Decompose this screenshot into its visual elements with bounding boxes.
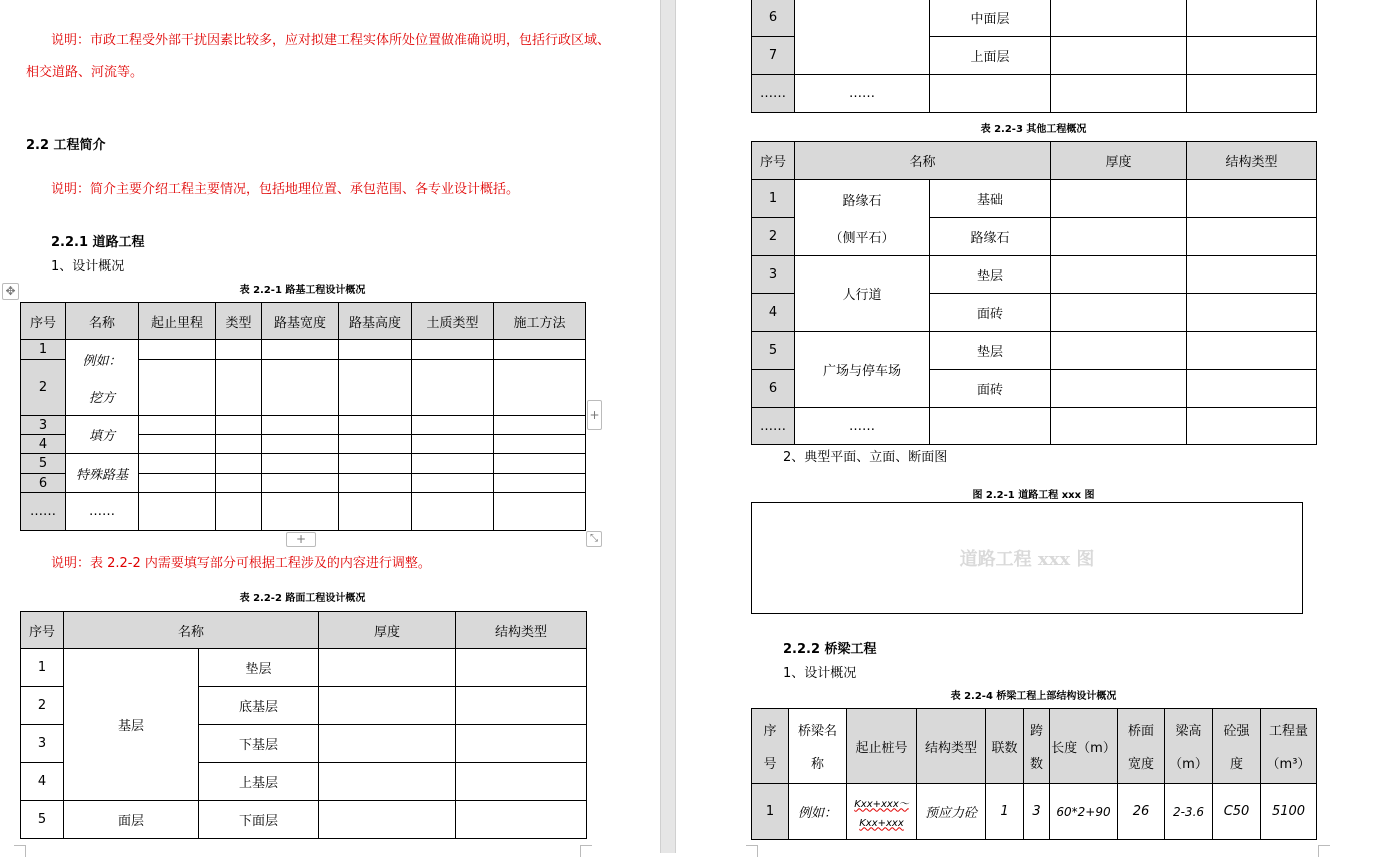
empty-cell [1187, 0, 1317, 37]
cell: C50 [1213, 784, 1261, 840]
empty-cell [1051, 218, 1187, 256]
row-no: 3 [21, 416, 66, 435]
empty-cell [1051, 0, 1187, 37]
row-no: 1 [21, 340, 66, 360]
empty-cell [1187, 180, 1317, 218]
empty-cell [339, 474, 412, 493]
row-no: 1 [752, 784, 789, 840]
empty-cell [339, 493, 412, 531]
th: 结构类型 [1187, 142, 1317, 180]
empty-cell [930, 408, 1051, 445]
row-no: 2 [21, 360, 66, 416]
subheading-bridge-design: 1、设计概况 [783, 666, 857, 681]
empty-cell [262, 454, 339, 474]
empty-cell [319, 687, 456, 725]
empty-cell [139, 435, 216, 454]
group-cell: 广场与停车场 [795, 332, 930, 408]
empty-cell [412, 416, 494, 435]
th: 序 号 [752, 709, 789, 784]
row-no: 3 [752, 256, 795, 294]
page-corner-mark [746, 845, 758, 857]
th: 桥面 宽度 [1118, 709, 1165, 784]
row-no: 6 [752, 0, 795, 37]
group-cell: 面层 [64, 801, 199, 839]
table1-caption: 表 2.2-1 路基工程设计概况 [239, 285, 366, 296]
empty-cell [339, 416, 412, 435]
row-no: 6 [21, 474, 66, 493]
sub-cell: 面砖 [930, 370, 1051, 408]
empty-cell [494, 416, 586, 435]
empty-cell [1187, 218, 1317, 256]
empty-cell [319, 649, 456, 687]
empty-cell [412, 493, 494, 531]
row-no: 7 [752, 37, 795, 75]
row-no: 4 [21, 763, 64, 801]
empty-cell [1187, 37, 1317, 75]
sub-cell: 上基层 [199, 763, 319, 801]
empty-cell [139, 360, 216, 416]
note-intro: 说明：简介主要介绍工程主要情况，包括地理位置、承包范围、各专业设计概括。 [51, 182, 520, 197]
cell: 26 [1118, 784, 1165, 840]
empty-cell [216, 435, 262, 454]
name-cell: 特殊路基 [66, 454, 139, 493]
empty-cell [1051, 256, 1187, 294]
sub-cell: 中面层 [930, 0, 1051, 37]
th: 类型 [216, 303, 262, 340]
empty-cell [494, 435, 586, 454]
page-corner-mark [14, 845, 26, 857]
table4-caption: 表 2.2-4 桥梁工程上部结构设计概况 [950, 691, 1117, 702]
empty-cell [339, 435, 412, 454]
empty-cell [494, 454, 586, 474]
note-location: 说明：市政工程受外部干扰因素比较多，应对拟建工程实体所处位置做准确说明，包括行政区域、 [51, 33, 611, 48]
th: 厚度 [319, 612, 456, 649]
subheading-design: 1、设计概况 [51, 259, 125, 274]
sub-cell: 垫层 [930, 256, 1051, 294]
row-no: 5 [752, 332, 795, 370]
empty-cell [216, 340, 262, 360]
th: 厚度 [1051, 142, 1187, 180]
th: 序号 [21, 612, 64, 649]
heading-2-2-1: 2.2.1 道路工程 [51, 235, 145, 250]
empty-cell [1051, 332, 1187, 370]
cell: 例如： [789, 784, 847, 840]
empty-cell [262, 360, 339, 416]
empty-cell [262, 340, 339, 360]
cell: 3 [1024, 784, 1050, 840]
empty-cell [216, 454, 262, 474]
th: 砼强 度 [1213, 709, 1261, 784]
th: 名称 [795, 142, 1051, 180]
empty-cell [139, 493, 216, 531]
name-cell: 填方 [66, 416, 139, 454]
add-column-button[interactable]: + [587, 400, 602, 430]
row-no: 6 [752, 370, 795, 408]
row-no: 4 [21, 435, 66, 454]
th: 序号 [21, 303, 66, 340]
empty-cell [1187, 75, 1317, 113]
th: 跨 数 [1024, 709, 1050, 784]
empty-cell [216, 360, 262, 416]
empty-cell [1051, 294, 1187, 332]
sub-cell: 上面层 [930, 37, 1051, 75]
empty-cell [412, 474, 494, 493]
note-location-cont: 相交道路、河流等。 [26, 65, 144, 80]
figure-placeholder: 道路工程 xxx 图 [751, 502, 1303, 614]
empty-cell [494, 360, 586, 416]
note-table-adjust: 说明：表 2.2-2 内需要填写部分可根据工程涉及的内容进行调整。 [51, 556, 431, 571]
empty-cell [412, 454, 494, 474]
name-cell [66, 340, 139, 416]
empty-cell [1051, 370, 1187, 408]
empty-cell [412, 435, 494, 454]
group-cell: 基层 [64, 649, 199, 801]
name-cell: …… [66, 493, 139, 531]
empty-cell [216, 416, 262, 435]
empty-cell [456, 649, 587, 687]
empty-cell [456, 763, 587, 801]
empty-cell [139, 454, 216, 474]
empty-cell [1051, 75, 1187, 113]
table-subgrade [20, 302, 586, 531]
sub-cell: 下面层 [199, 801, 319, 839]
row-no: 4 [752, 294, 795, 332]
empty-cell [456, 725, 587, 763]
empty-cell [319, 801, 456, 839]
empty-cell [456, 687, 587, 725]
subheading-drawings: 2、典型平面、立面、断面图 [783, 450, 948, 465]
sub-cell: 下基层 [199, 725, 319, 763]
name-text: 例如： [82, 353, 122, 369]
heading-2-2-2: 2.2.2 桥梁工程 [783, 642, 877, 657]
row-no: …… [21, 493, 66, 531]
row-no: 5 [21, 454, 66, 474]
th: 施工方法 [494, 303, 586, 340]
name-cell: …… [795, 75, 930, 113]
th: 名称 [64, 612, 319, 649]
page-corner-mark [1318, 845, 1330, 857]
row-no: 1 [21, 649, 64, 687]
empty-cell [339, 360, 412, 416]
empty-cell [139, 416, 216, 435]
th: 起止桩号 [847, 709, 917, 784]
page-corner-mark [580, 845, 592, 857]
cell: 2-3.6 [1165, 784, 1213, 840]
table-move-handle-icon[interactable]: ✥ [2, 283, 19, 300]
row-no: 1 [752, 180, 795, 218]
sub-cell: 面砖 [930, 294, 1051, 332]
empty-cell [339, 340, 412, 360]
empty-cell [930, 75, 1051, 113]
empty-cell [1051, 180, 1187, 218]
table3-caption: 表 2.2-3 其他工程概况 [980, 124, 1087, 135]
th: 名称 [66, 303, 139, 340]
table-pavement-continued [751, 0, 1317, 113]
empty-cell [795, 0, 930, 75]
empty-cell [1187, 370, 1317, 408]
empty-cell [1187, 294, 1317, 332]
cell-stake: Kxx+xxx～ Kxx+xxx [847, 784, 917, 840]
empty-cell [262, 416, 339, 435]
sub-cell: 垫层 [930, 332, 1051, 370]
row-no: 3 [21, 725, 64, 763]
sub-cell: 底基层 [199, 687, 319, 725]
row-no: …… [752, 408, 795, 445]
empty-cell [1187, 332, 1317, 370]
sub-cell: 路缘石 [930, 218, 1051, 256]
empty-cell [456, 801, 587, 839]
empty-cell [262, 435, 339, 454]
row-no: …… [752, 75, 795, 113]
cell: 5100 [1261, 784, 1317, 840]
group-cell: 人行道 [795, 256, 930, 332]
empty-cell [262, 493, 339, 531]
empty-cell [412, 340, 494, 360]
table2-caption: 表 2.2-2 路面工程设计概况 [239, 593, 366, 604]
group-cell: 路缘石 （侧平石） [795, 180, 930, 256]
empty-cell [339, 454, 412, 474]
th: 长度（m） [1050, 709, 1118, 784]
table-other-works [751, 141, 1317, 445]
empty-cell [494, 474, 586, 493]
empty-cell [216, 493, 262, 531]
row-no: 5 [21, 801, 64, 839]
sub-cell: 基础 [930, 180, 1051, 218]
empty-cell [1051, 408, 1187, 445]
heading-2-2: 2.2 工程简介 [26, 138, 106, 153]
empty-cell [494, 340, 586, 360]
page-gap [660, 0, 676, 853]
empty-cell [1187, 408, 1317, 445]
table-resize-handle-icon[interactable]: ⤡ [586, 531, 602, 547]
th: 结构类型 [917, 709, 986, 784]
name-text: 挖方 [88, 390, 115, 406]
empty-cell [319, 763, 456, 801]
cell: 1 [986, 784, 1024, 840]
name-cell: …… [795, 408, 930, 445]
row-no: 2 [21, 687, 64, 725]
th: 联数 [986, 709, 1024, 784]
empty-cell [216, 474, 262, 493]
row-no: 2 [752, 218, 795, 256]
th: 桥梁名 称 [789, 709, 847, 784]
th: 结构类型 [456, 612, 587, 649]
empty-cell [262, 474, 339, 493]
th: 路基高度 [339, 303, 412, 340]
empty-cell [412, 360, 494, 416]
empty-cell [319, 725, 456, 763]
figure-caption: 图 2.2-1 道路工程 xxx 图 [972, 490, 1095, 501]
th: 起止里程 [139, 303, 216, 340]
th: 梁高 （m） [1165, 709, 1213, 784]
th: 序号 [752, 142, 795, 180]
cell: 预应力砼 [917, 784, 986, 840]
th: 工程量 （m³） [1261, 709, 1317, 784]
cell: 60*2+90 [1050, 784, 1118, 840]
empty-cell [1051, 37, 1187, 75]
table-pavement [20, 611, 587, 839]
th: 土质类型 [412, 303, 494, 340]
sub-cell: 垫层 [199, 649, 319, 687]
empty-cell [139, 340, 216, 360]
empty-cell [139, 474, 216, 493]
add-row-button[interactable]: + [286, 532, 316, 547]
table-bridge [751, 708, 1317, 840]
empty-cell [494, 493, 586, 531]
empty-cell [1187, 256, 1317, 294]
th: 路基宽度 [262, 303, 339, 340]
